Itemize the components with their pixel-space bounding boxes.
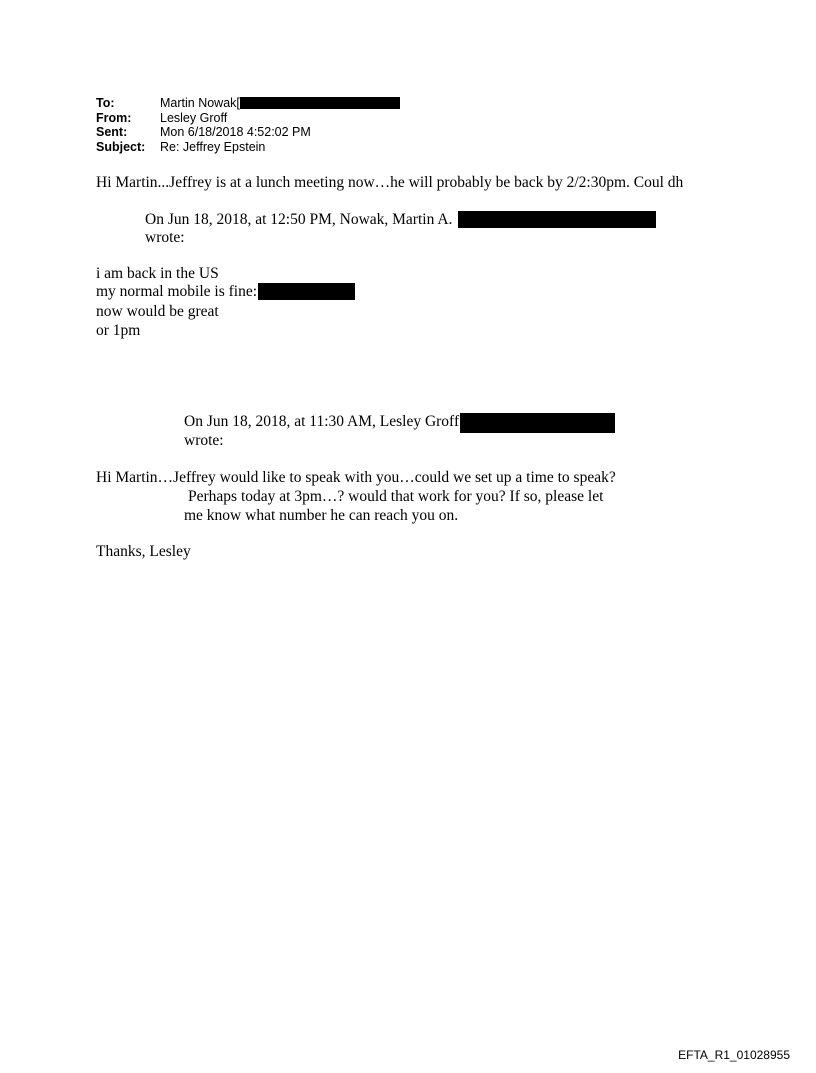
quote2-attribution-text: On Jun 18, 2018, at 11:30 AM, Lesley Groff — [184, 413, 460, 430]
quote1-attribution-text: On Jun 18, 2018, at 12:50 PM, Nowak, Martin A. — [145, 211, 453, 228]
subject-label: Subject: — [96, 139, 146, 154]
email-header — [96, 96, 400, 154]
subject-row — [96, 140, 400, 155]
quote2-line: me know what number he can reach you on. — [184, 507, 459, 524]
sent-label: Sent: — [96, 125, 128, 139]
subject-value: Re: Jeffrey Epstein — [160, 139, 266, 154]
document-id: EFTA_R1_01028955 — [678, 1048, 790, 1062]
quote1-attribution — [145, 211, 656, 229]
signoff: Thanks, Lesley — [96, 543, 191, 560]
quote2-line: Perhaps today at 3pm…? would that work for you? If so, please let — [188, 488, 604, 505]
redaction-bar — [258, 283, 355, 300]
quote1-line — [96, 283, 355, 301]
to-label: To: — [96, 96, 115, 110]
sent-value: Mon 6/18/2018 4:52:02 PM — [160, 125, 311, 139]
quote2-wrote: wrote: — [184, 432, 224, 449]
to-row — [96, 96, 400, 111]
sent-row — [96, 125, 400, 140]
quote2-line: Hi Martin…Jeffrey would like to speak with you…could we set up a time to speak? — [96, 469, 616, 486]
from-value: Lesley Groff — [160, 110, 228, 125]
quote1-line: i am back in the US — [96, 265, 219, 282]
from-label: From: — [96, 110, 132, 125]
quote1-line-text: my normal mobile is fine: — [96, 283, 258, 300]
reply-text: Hi Martin...Jeffrey is at a lunch meeting now…he will probably be back by 2/2:30pm. Coul dh — [96, 174, 684, 191]
from-row — [96, 111, 400, 126]
redaction-bar — [460, 413, 615, 433]
redaction-bar — [458, 211, 656, 228]
quote1-line: now would be great — [96, 303, 219, 320]
redaction-bar — [240, 97, 400, 109]
quote1-wrote: wrote: — [145, 229, 185, 246]
quote1-line: or 1pm — [96, 322, 141, 339]
to-value: Martin Nowak[ — [160, 96, 240, 110]
quote2-attribution — [184, 413, 615, 433]
